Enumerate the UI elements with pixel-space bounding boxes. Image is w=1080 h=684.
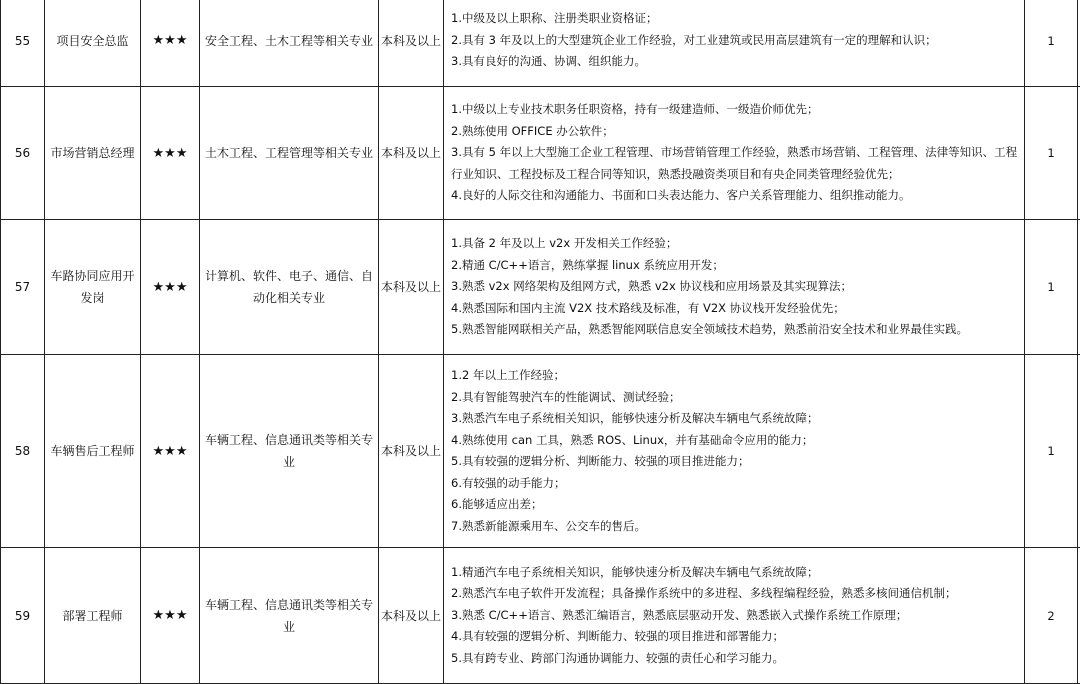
row-number: 57	[1, 220, 45, 355]
headcount: 1	[1025, 87, 1078, 220]
requirement-item: 3.具有 5 年以上大型施工企业工程管理、市场营销管理工作经验，熟悉市场营销、工程管理、法律等知识、工程行业知识、工程投标及工程合同等知识，熟悉投融资类项目和有央企同类管理经验优先；	[451, 142, 1020, 185]
requirements	[444, 87, 1025, 220]
major: 土木工程、工程管理等相关专业	[200, 87, 379, 220]
table-row	[1, 220, 1080, 355]
requirement-item: 4.熟悉国际和国内主流 V2X 技术路线及标准，有 V2X 协议栈开发经验优先；	[451, 298, 1020, 320]
requirement-item: 2.具有智能驾驶汽车的性能调试、测试经验；	[451, 387, 1020, 409]
headcount: 1	[1025, 355, 1078, 548]
requirement-item: 3.熟悉 C/C++语言、熟悉汇编语言，熟悉底层驱动开发、熟悉嵌入式操作系统工作原理；	[451, 605, 1020, 627]
requirement-item: 5.具有跨专业、跨部门沟通协调能力、较强的责任心和学习能力。	[451, 648, 1020, 670]
requirement-item: 2.精通 C/C++语言，熟练掌握 linux 系统应用开发；	[451, 255, 1020, 277]
requirements	[444, 355, 1025, 548]
requirement-item: 7.熟悉新能源乘用车、公交车的售后。	[451, 516, 1020, 538]
table-row	[1, 355, 1080, 548]
requirement-item: 2.熟练使用 OFFICE 办公软件；	[451, 121, 1020, 143]
requirements	[444, 220, 1025, 355]
major: 车辆工程、信息通讯类等相关专业	[200, 548, 379, 684]
requirement-item: 1.2 年以上工作经验；	[451, 365, 1020, 387]
requirement-item: 4.良好的人际交往和沟通能力、书面和口头表达能力、客户关系管理能力、组织推动能力。	[451, 185, 1020, 207]
requirement-item: 5.熟悉智能网联相关产品，熟悉智能网联信息安全领域技术趋势，熟悉前沿安全技术和业界最佳实践。	[451, 319, 1020, 341]
requirement-item: 1.中级以上专业技术职务任职资格，持有一级建造师、一级造价师优先；	[451, 99, 1020, 121]
major: 安全工程、土木工程等相关专业	[200, 0, 379, 87]
major: 车辆工程、信息通讯类等相关专业	[200, 355, 379, 548]
headcount: 1	[1025, 0, 1078, 87]
job-title: 车路协同应用开发岗	[45, 220, 141, 355]
requirement-item: 6.能够适应出差；	[451, 494, 1020, 516]
education: 本科及以上	[379, 87, 444, 220]
row-number: 56	[1, 87, 45, 220]
headcount: 1	[1025, 220, 1078, 355]
requirement-item: 2.熟悉汽车电子软件开发流程；具备操作系统中的多进程、多线程编程经验，熟悉多核间通信机制；	[451, 583, 1020, 605]
row-number: 59	[1, 548, 45, 684]
requirement-item: 4.熟练使用 can 工具，熟悉 ROS、Linux，并有基础命令应用的能力；	[451, 430, 1020, 452]
requirement-item: 3.熟悉 v2x 网络架构及组网方式，熟悉 v2x 协议栈和应用场景及其实现算法；	[451, 276, 1020, 298]
level-stars: ★★★	[141, 548, 200, 684]
requirement-item: 1.中级及以上职称、注册类职业资格证；	[451, 8, 1020, 30]
level-stars: ★★★	[141, 87, 200, 220]
job-title: 车辆售后工程师	[45, 355, 141, 548]
requirement-item: 1.精通汽车电子系统相关知识，能够快速分析及解决车辆电气系统故障；	[451, 562, 1020, 584]
requirement-item: 3.具有良好的沟通、协调、组织能力。	[451, 51, 1020, 73]
requirements	[444, 548, 1025, 684]
level-stars: ★★★	[141, 355, 200, 548]
requirement-item: 6.有较强的动手能力；	[451, 473, 1020, 495]
education: 本科及以上	[379, 548, 444, 684]
table-row	[1, 0, 1080, 87]
education: 本科及以上	[379, 355, 444, 548]
row-number: 55	[1, 0, 45, 87]
requirement-item: 5.具有较强的逻辑分析、判断能力、较强的项目推进能力；	[451, 451, 1020, 473]
requirements	[444, 0, 1025, 87]
level-stars: ★★★	[141, 220, 200, 355]
headcount: 2	[1025, 548, 1078, 684]
requirement-item: 2.具有 3 年及以上的大型建筑企业工作经验，对工业建筑或民用高层建筑有一定的理解和认识；	[451, 30, 1020, 52]
job-title: 项目安全总监	[45, 0, 141, 87]
requirement-item: 4.具有较强的逻辑分析、判断能力、较强的项目推进和部署能力；	[451, 626, 1020, 648]
table-row	[1, 548, 1080, 684]
education: 本科及以上	[379, 220, 444, 355]
job-title: 市场营销总经理	[45, 87, 141, 220]
row-number: 58	[1, 355, 45, 548]
requirement-item: 3.熟悉汽车电子系统相关知识，能够快速分析及解决车辆电气系统故障；	[451, 408, 1020, 430]
education: 本科及以上	[379, 0, 444, 87]
table-row	[1, 87, 1080, 220]
requirement-item: 1.具备 2 年及以上 v2x 开发相关工作经验；	[451, 233, 1020, 255]
job-title: 部署工程师	[45, 548, 141, 684]
level-stars: ★★★	[141, 0, 200, 87]
major: 计算机、软件、电子、通信、自动化相关专业	[200, 220, 379, 355]
